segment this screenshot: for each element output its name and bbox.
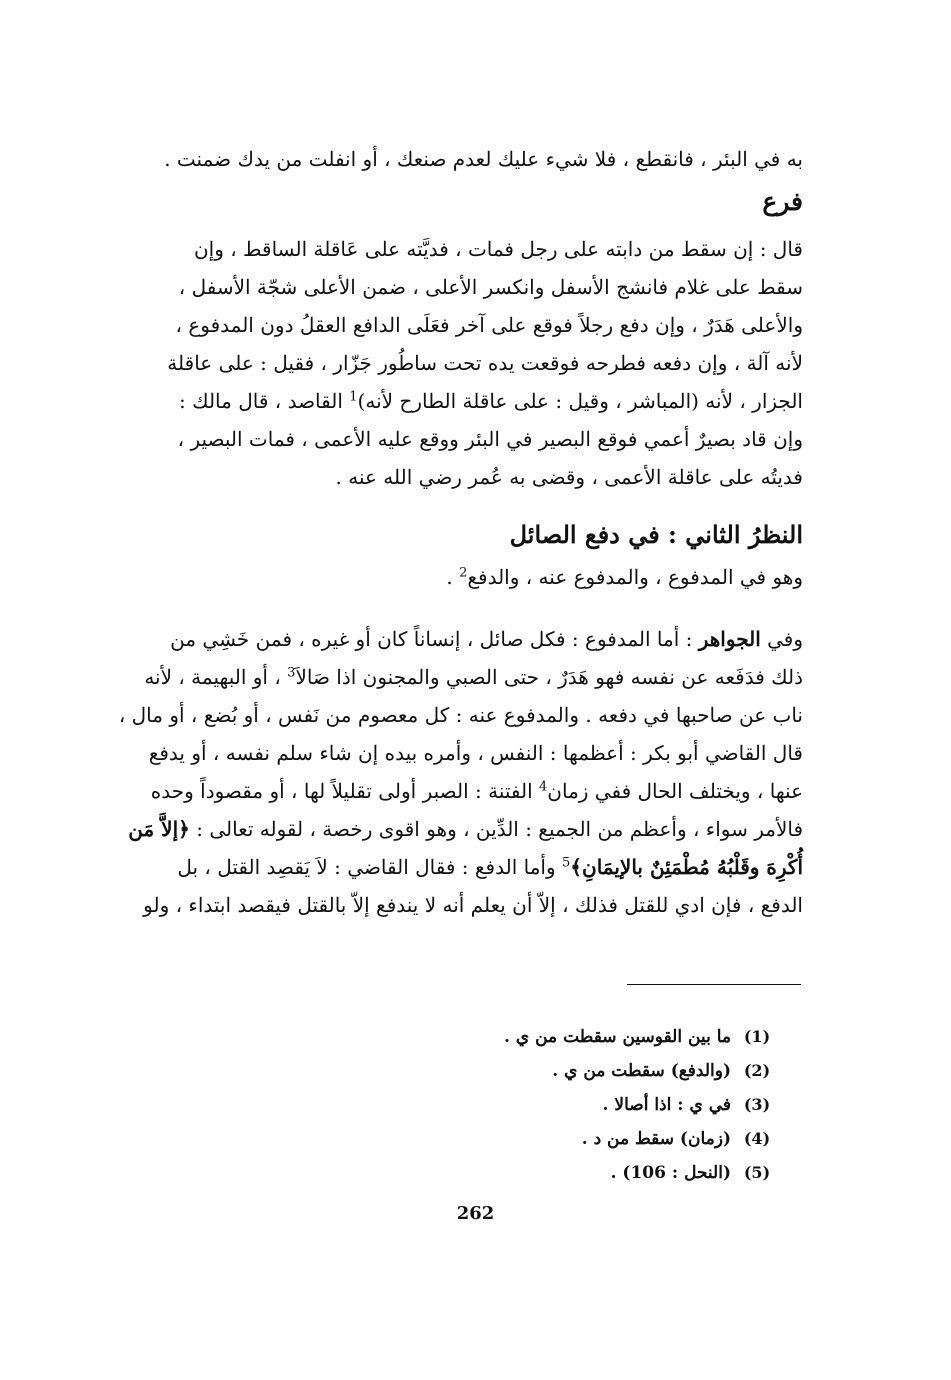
line-text: عنها ، ويختلف الحال ففي زمان (547, 779, 803, 803)
paragraph-line: وإن قاد بصيرٌ أعمي فوقع البصير في البئر ووقع عليه الأعمى ، فمات البصير ، (177, 427, 803, 451)
footnote-number: (5) (743, 1163, 771, 1182)
footnote-item (363, 1020, 783, 1054)
page-number: 262 (456, 1203, 495, 1224)
line-text: وفي (760, 627, 803, 651)
paragraph-line: فديتُه على عاقلة الأعمى ، وقضى به عُمر رضي الله عنه . (335, 465, 803, 489)
footnote-item (363, 1088, 783, 1122)
footnote-ref-1: 1 (349, 389, 358, 405)
footnote-ref-2: 2 (459, 565, 468, 581)
paragraph-line: والأعلى هَدَرٌ ، وإن دفع رجلاً فوقع على آخر فعَلَى الدافع العقلُ دون المدفوع ، (175, 313, 803, 337)
line-text: الجزار ، لأنه (المباشر ، وقيل : على عاقلة الطارح لأنه) (357, 389, 803, 413)
paragraph-line (128, 848, 803, 886)
line-text: فالأمر سواء ، وأعظم من الجميع : الدِّين ، وهو اقوى رخصة ، لقوله تعالى : (189, 817, 803, 841)
footnote-text: في ي : اذا أصالا . (602, 1095, 731, 1115)
section-intro-end: . (446, 565, 460, 589)
paragraph-line (128, 658, 803, 696)
paragraph-line: لأنه آلة ، وإن دفعه فطرحه فوقعت يده تحت ساطُور جَزّار ، فقيل : على عاقلة (167, 351, 803, 375)
footnote-ref-4: 4 (539, 779, 548, 795)
line-text: وأما الدفع : فقال القاضي : لاَ يَقصِد القتل ، بل (177, 855, 562, 879)
paragraph-1 (128, 230, 803, 496)
intro-line: به في البئر ، فانقطع ، فلا شيء عليك لعدم صنعك ، أو انفلت من يدك ضمنت . (164, 147, 803, 171)
footnote-number: (2) (743, 1061, 771, 1080)
section-intro-text: وهو في المدفوع ، والمدفوع عنه ، والدفع (467, 565, 803, 589)
section-intro (128, 556, 803, 598)
page-body (118, 138, 803, 934)
paragraph-line (128, 810, 803, 848)
footnote-number: (4) (743, 1129, 771, 1148)
paragraph-line (128, 620, 803, 658)
section-heading: النظرُ الثاني : في دفع الصائل (509, 520, 803, 549)
footnote-item (363, 1122, 783, 1156)
line-text: ، أو البهيمة ، لأنه (144, 665, 288, 689)
paragraph-line: ناب عن صاحبها في دفعه . والمدفوع عنه : كل معصوم من نَفس ، أو بُضع ، أو مال ، (118, 703, 803, 727)
source-name: الجواهر (698, 627, 761, 651)
line-text: ذلك فدَفَعه عن نفسه فهو هَدَرٌ ، حتى الصبي والمجنون اذا صَالاَ (295, 665, 803, 689)
footnote-text: (زمان) سقط من د . (581, 1129, 731, 1149)
far-heading: فرع (762, 187, 803, 216)
line-text: : أما المدفوع : فكل صائل ، إنساناً كان أو غيره ، فمن خَشِي من (170, 627, 699, 651)
quran-quote: ﴿إلاَّ مَن (128, 817, 190, 841)
footnote-divider (627, 984, 801, 985)
footnote-item (363, 1156, 783, 1190)
quran-quote: أُكْرِهَ وقَلْبُهُ مُطْمَئِنٌ بالإيمَانِ﴾ (570, 855, 803, 879)
paragraph-line: قال القاضي أبو بكر : أعظمها : النفس ، وأمره بيده إن شاء سلم نفسه ، أو يدفع (148, 741, 803, 765)
paragraph-line: الدفع ، فإن ادي للقتل فذلك ، إلاّ أن يعلم أنه لا يندفع إلاّ بالقتل فيقصد ابتداء ، ولو (143, 893, 803, 917)
paragraph-line: قال : إن سقط من دابته على رجل فمات ، فديَّته على عَاقلة الساقط ، وإن (193, 237, 803, 261)
footnote-ref-5: 5 (562, 855, 571, 871)
footnote-text: ما بين القوسين سقطت من ي . (504, 1027, 731, 1047)
footnote-item (363, 1054, 783, 1088)
line-text: الفتنة : الصبر أولى تقليلاً لها ، أو مقصوداً وحده (150, 779, 540, 803)
footnote-text: (النحل : 106) . (610, 1163, 731, 1183)
footnote-text: (والدفع) سقطت من ي . (552, 1061, 731, 1081)
footnote-ref-3: 3 (287, 665, 296, 681)
paragraph-line: سقط على غلام فانشج الأسفل وانكسر الأعلى ، ضمن الأعلى شجّة الأسفل ، (178, 275, 803, 299)
footnote-number: (1) (743, 1027, 771, 1046)
line-text: القاصد ، قال مالك : (179, 389, 350, 413)
footnotes (363, 1020, 783, 1190)
paragraph-line (128, 772, 803, 810)
footnote-number: (3) (743, 1095, 771, 1114)
paragraph-line (128, 382, 803, 420)
paragraph-2 (118, 620, 803, 924)
